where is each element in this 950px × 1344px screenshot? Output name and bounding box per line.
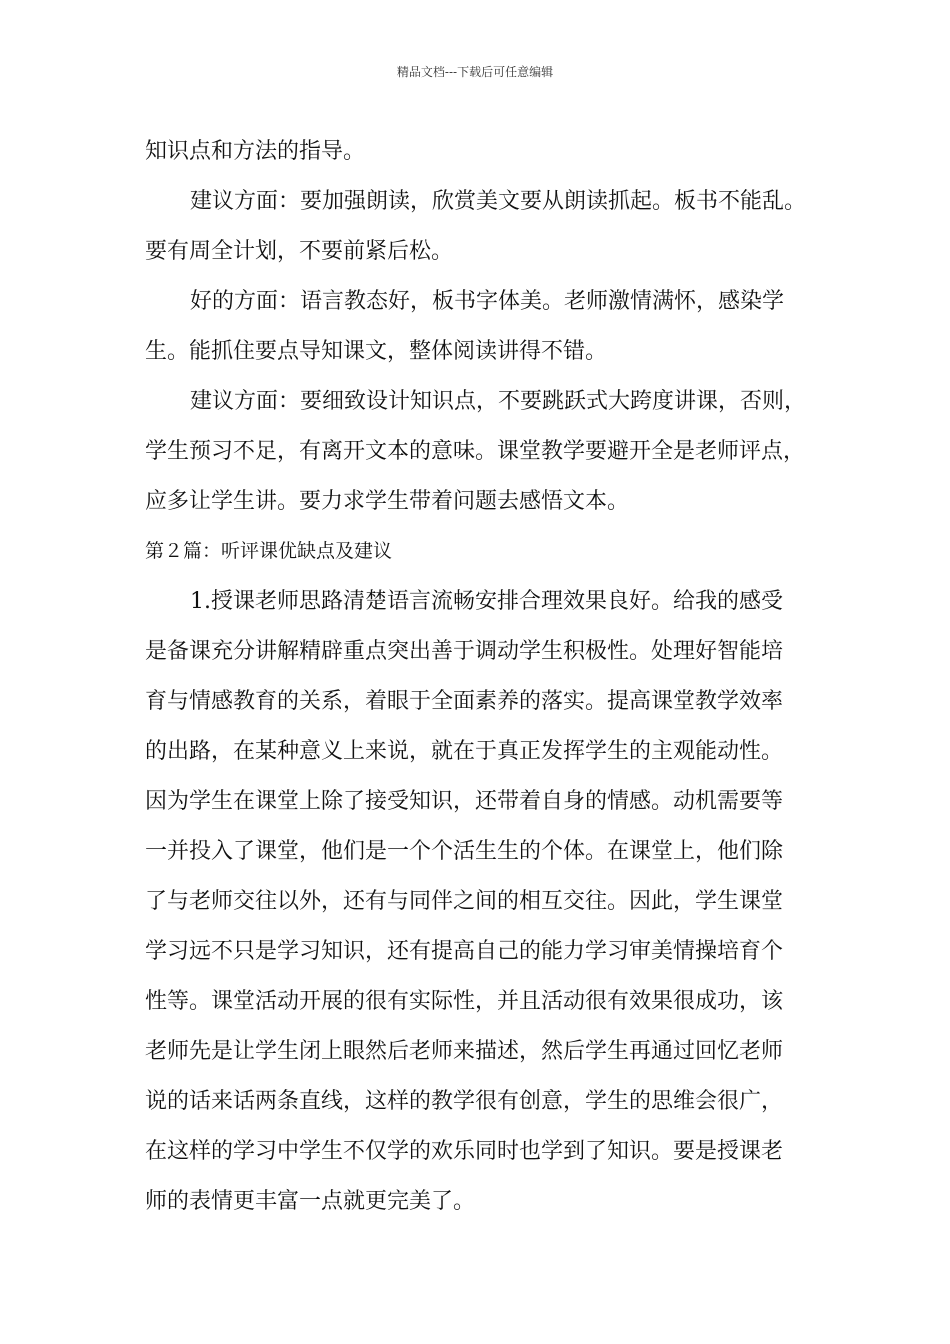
page-header: 精品文档---下载后可任意编辑 (396, 65, 554, 79)
paragraph-line: 要有周全计划，不要前紧后松。 (145, 239, 454, 264)
paragraph-line: 建议方面：要加强朗读，欣赏美文要从朗读抓起。板书不能乱。 (190, 189, 807, 214)
paragraph-line: 是备课充分讲解精辟重点突出善于调动学生积极性。处理好智能培 (145, 639, 784, 664)
paragraph-line: 学生预习不足，有离开文本的意味。课堂教学要避开全是老师评点， (145, 439, 806, 464)
paragraph-line: 育与情感教育的关系，着眼于全面素养的落实。提高课堂教学效率 (145, 689, 784, 714)
paragraph-line: 因为学生在课堂上除了接受知识，还带着自身的情感。动机需要等 (145, 789, 784, 814)
paragraph-line: 师的表情更丰富一点就更完美了。 (145, 1189, 476, 1214)
paragraph-line: 知识点和方法的指导。 (145, 139, 366, 164)
paragraph-line: 在这样的学习中学生不仅学的欢乐同时也学到了知识。要是授课老 (145, 1139, 784, 1164)
paragraph-line: 了与老师交往以外，还有与同伴之间的相互交往。因此，学生课堂 (145, 889, 784, 914)
paragraph-line: 学习远不只是学习知识，还有提高自己的能力学习审美情操培育个 (145, 939, 784, 964)
paragraph-line: 生。能抓住要点导知课文，整体阅读讲得不错。 (145, 339, 608, 364)
paragraph-line: 建议方面：要细致设计知识点，不要跳跃式大跨度讲课，否则， (190, 389, 807, 414)
paragraph-line: 应多让学生讲。要力求学生带着问题去感悟文本。 (145, 489, 630, 514)
paragraph-line: 一并投入了课堂，他们是一个个活生生的个体。在课堂上，他们除 (145, 839, 784, 864)
paragraph-line: 1.授课老师思路清楚语言流畅安排合理效果良好。给我的感受 (190, 589, 783, 614)
paragraph-line: 好的方面：语言教态好，板书字体美。老师激情满怀，感染学 (190, 289, 785, 314)
paragraph-line: 说的话来话两条直线，这样的教学很有创意，学生的思维会很广， (145, 1089, 784, 1114)
paragraph-line: 老师先是让学生闭上眼然后老师来描述，然后学生再通过回忆老师 (145, 1039, 784, 1064)
paragraph-line: 的出路，在某种意义上来说，就在于真正发挥学生的主观能动性。 (145, 739, 784, 764)
paragraph-line: 性等。课堂活动开展的很有实际性，并且活动很有效果很成功，该 (145, 989, 784, 1014)
section-heading: 第２篇：听评课优缺点及建议 (145, 540, 393, 562)
